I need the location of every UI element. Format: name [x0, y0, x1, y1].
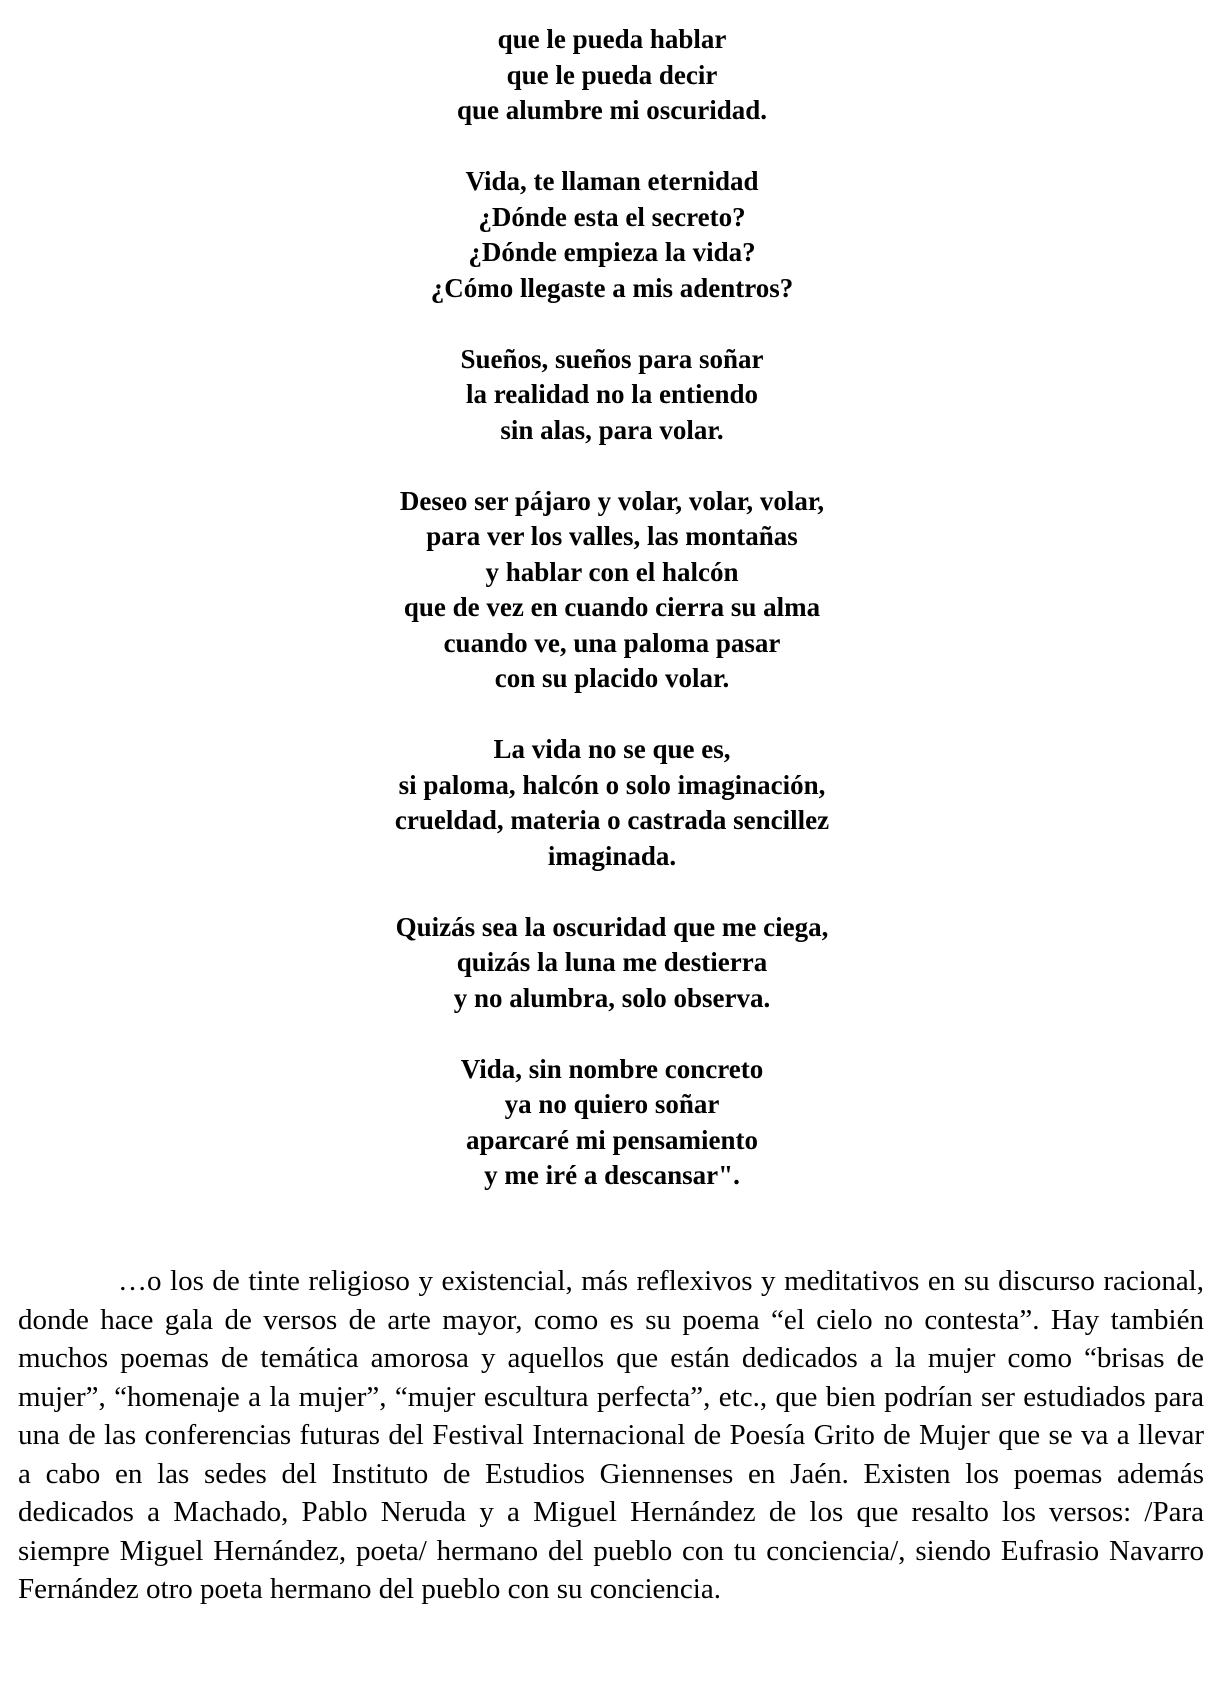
poem-verse: si paloma, halcón o solo imaginación, — [398, 769, 826, 800]
poem-verse: cuando ve, una paloma pasar — [443, 627, 781, 658]
poem-verse: ¿Dónde esta el secreto? — [478, 201, 746, 232]
poem — [0, 22, 1224, 1194]
poem-verse: Deseo ser pájaro y volar, volar, volar, — [399, 485, 825, 516]
poem-stanza-7 — [0, 1052, 1224, 1194]
poem-verse: Quizás sea la oscuridad que me ciega, — [395, 911, 829, 942]
poem-verse: y me iré a descansar". — [484, 1160, 740, 1190]
poem-verse: la realidad no la entiendo — [465, 379, 759, 409]
poem-verse: que le pueda decir — [506, 59, 718, 90]
prose-paragraph: …o los de tinte religioso y existencial, más reflexivos y meditativos en su discurso racional, donde hace gala de versos de arte mayor, como es su poema “el cielo no contesta”. Hay también muchos poemas de temática amorosa y aquellos que están dedicados a la mujer como “brisas de mujer”, “homenaje a la mujer”, “mujer escultura perfecta”, etc., que bien podrían ser estudiados para una de las conferencias futuras del Festival Internacional de Poesía Grito de Mujer que se va a llevar a cabo en las sedes del Instituto de Estudios Giennenses en Jaén. Existen los poemas además dedicados a Machado, Pablo Neruda y a Miguel Hernández de los que resalto los versos: /Para siempre Miguel Hernández, poeta/ hermano del pueblo con tu conciencia/, siendo Eufrasio Navarro Fernández otro poeta hermano del pueblo con su conciencia. — [18, 1265, 1204, 1605]
poem-stanza-6 — [0, 910, 1224, 1017]
poem-stanza-4 — [0, 484, 1224, 697]
poem-verse: y hablar con el halcón — [485, 556, 739, 587]
poem-stanza-1 — [0, 22, 1224, 129]
poem-verse: Vida, sin nombre concreto — [460, 1053, 764, 1084]
poem-verse: sin alas, para volar. — [500, 414, 724, 445]
poem-verse: que le pueda hablar — [497, 24, 727, 54]
poem-verse: imaginada. — [547, 840, 677, 871]
poem-verse: ¿Dónde empieza la vida? — [468, 237, 756, 267]
poem-verse: para ver los valles, las montañas — [426, 521, 798, 551]
poem-verse: aparcaré mi pensamiento — [466, 1124, 758, 1155]
poem-verse: Vida, te llaman eternidad — [465, 166, 759, 196]
poem-verse: Sueños, sueños para soñar — [460, 343, 764, 374]
poem-stanza-2 — [0, 164, 1224, 306]
poem-verse: y no alumbra, solo observa. — [453, 982, 771, 1013]
poem-stanza-5 — [0, 732, 1224, 874]
poem-verse: quizás la luna me destierra — [456, 947, 768, 977]
poem-verse: ¿Cómo llegaste a mis adentros? — [430, 272, 794, 303]
poem-verse: La vida no se que es, — [493, 734, 731, 764]
poem-verse: que de vez en cuando cierra su alma — [403, 592, 821, 622]
poem-stanza-3 — [0, 342, 1224, 449]
poem-verse: con su placido volar. — [494, 663, 730, 693]
poem-verse: que alumbre mi oscuridad. — [456, 95, 768, 125]
poem-verse: crueldad, materia o castrada sencillez — [394, 805, 830, 835]
poem-verse: ya no quiero soñar — [504, 1089, 720, 1119]
